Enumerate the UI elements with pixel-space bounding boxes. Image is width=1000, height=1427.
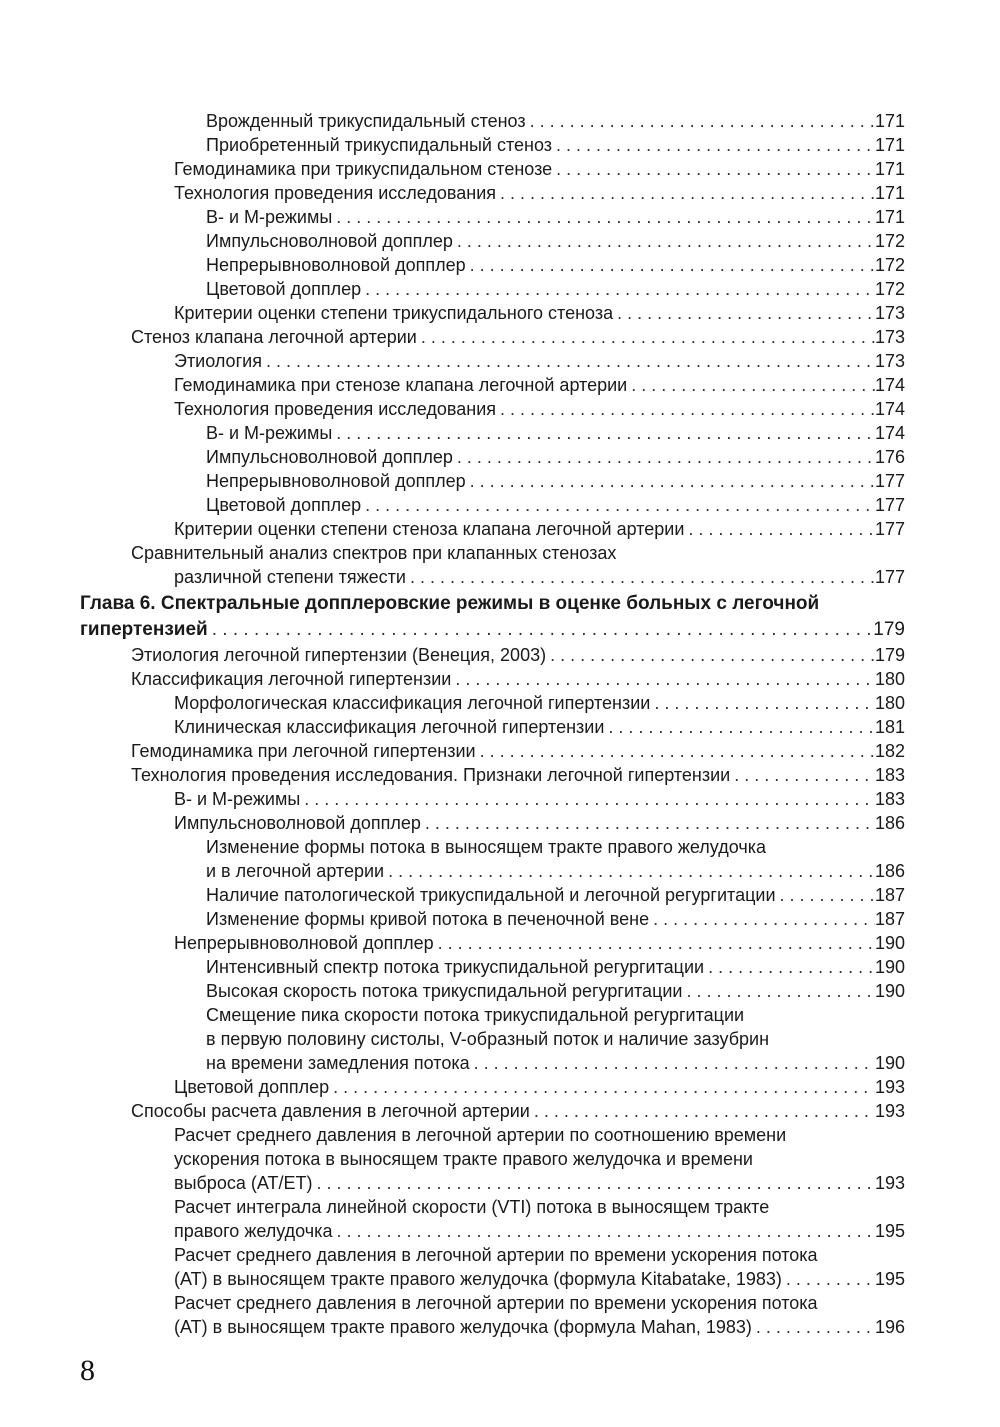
toc-page-number: 172: [874, 255, 905, 275]
toc-entry-text: Расчет интеграла линейной скорости (VTI) потока в выносящем тракте: [174, 1197, 770, 1217]
toc-entry: [80, 493, 905, 517]
toc-entry: [80, 1075, 905, 1099]
toc-entry-text: Непрерывноволновой допплер: [174, 933, 434, 953]
toc-entry-line: [206, 445, 905, 469]
toc-entry-line: [174, 181, 905, 205]
toc-page-number: 187: [874, 885, 905, 905]
toc-page-number: 177: [874, 471, 905, 491]
toc-entry-text: В- и М-режимы: [206, 207, 333, 227]
toc-entry-text: Стеноз клапана легочной артерии: [131, 327, 417, 347]
toc-entry-line: [206, 955, 905, 979]
dot-leader: [683, 979, 875, 1003]
toc-page-number: 183: [874, 789, 905, 809]
toc-page-number: 171: [874, 135, 905, 155]
toc-entry-line: [174, 349, 905, 373]
toc-page-number: 171: [874, 159, 905, 179]
dot-leader: [451, 667, 875, 691]
toc-entry-text: Импульсноволновой допплер: [206, 447, 453, 467]
toc-entry-line: [174, 691, 905, 715]
toc-entry: [80, 397, 905, 421]
toc-page-number: 187: [874, 909, 905, 929]
toc-entry-text: Критерии оценки степени трикуспидального стеноза: [174, 303, 614, 323]
toc-entry-line: [174, 1171, 905, 1195]
dot-leader: [684, 517, 875, 541]
toc-entry-line: [206, 859, 905, 883]
toc-entry-line: [131, 1099, 905, 1123]
toc-entry-text: Изменение формы потока в выносящем тракте правого желудочка: [206, 837, 766, 857]
toc-entry-text: Цветовой допплер: [206, 279, 362, 299]
toc-entry-line: [206, 1051, 905, 1075]
toc-entry-text: Классификация легочной гипертензии: [131, 669, 452, 689]
dot-leader: [476, 739, 875, 763]
toc-entry-text: правого желудочка: [174, 1221, 333, 1241]
dot-leader: [650, 691, 875, 715]
toc-entry-text: Цветовой допплер: [174, 1077, 330, 1097]
toc-page-number: 179: [874, 645, 905, 665]
toc-page-number: 171: [874, 183, 905, 203]
toc-entry-line: [206, 979, 905, 1003]
toc-entry-line: [131, 643, 905, 667]
dot-leader: [453, 229, 875, 253]
toc-entry-text: Импульсноволновой допплер: [206, 231, 453, 251]
dot-leader: [466, 253, 875, 277]
toc-entry-text: и в легочной артерии: [206, 861, 385, 881]
toc-page-number: 190: [874, 933, 905, 953]
toc-entry-text: Непрерывноволновой допплер: [206, 471, 466, 491]
toc-page-number: 181: [874, 717, 905, 737]
toc-entry-text: Врожденный трикуспидальный стеноз: [206, 111, 526, 131]
dot-leader: [604, 715, 875, 739]
dot-leader: [361, 277, 875, 301]
toc-entry: [80, 643, 905, 667]
toc-page-number: 177: [874, 567, 905, 587]
dot-leader: [453, 445, 875, 469]
toc-entry-line: [206, 469, 905, 493]
toc-entry-text: Этиология легочной гипертензии (Венеция, 2003): [131, 645, 547, 665]
toc-entry: [80, 667, 905, 691]
toc-entry: [80, 253, 905, 277]
dot-leader: [552, 157, 875, 181]
toc-entry: [80, 835, 905, 883]
toc-entry-line: [131, 667, 905, 691]
dot-leader: [417, 325, 875, 349]
dot-leader: [434, 931, 875, 955]
toc-entry-line: [131, 325, 905, 349]
toc-entry-text: Сравнительный анализ спектров при клапанных стенозах: [131, 543, 617, 563]
toc-page-number: 190: [874, 1053, 905, 1073]
toc-entry-text: Технология проведения исследования: [174, 399, 497, 419]
toc-entry: [80, 811, 905, 835]
toc-page-number: 176: [874, 447, 905, 467]
dot-leader: [384, 859, 875, 883]
toc-entry: [80, 181, 905, 205]
toc-entry-text: Способы расчета давления в легочной артерии: [131, 1101, 530, 1121]
toc-entry-text: Расчет среднего давления в легочной артерии по времени ускорения потока: [174, 1245, 818, 1265]
toc-entry: [80, 1291, 905, 1339]
toc-entry-text: Критерии оценки степени стеноза клапана легочной артерии: [174, 519, 685, 539]
toc-entry: [80, 763, 905, 787]
dot-leader: [313, 1171, 875, 1195]
toc-entry-line: [206, 493, 905, 517]
toc-entry-line: [206, 421, 905, 445]
toc-entry-text: Изменение формы кривой потока в печеночной вене: [206, 909, 650, 929]
toc-entry: [80, 157, 905, 181]
toc-entry-line: [206, 907, 905, 931]
dot-leader: [552, 133, 875, 157]
toc-page-number: 171: [874, 207, 905, 227]
toc-entry: [80, 979, 905, 1003]
toc-page-number: 173: [874, 303, 905, 323]
toc-entry-text: Непрерывноволновой допплер: [206, 255, 466, 275]
toc-page-number: 177: [874, 495, 905, 515]
toc-entry-line: [174, 787, 905, 811]
toc-page-number: 173: [874, 351, 905, 371]
dot-leader: [704, 955, 875, 979]
dot-leader: [496, 397, 875, 421]
toc-page-number: 180: [874, 693, 905, 713]
toc-page-number: 193: [874, 1101, 905, 1121]
toc-entry-text: Приобретенный трикуспидальный стеноз: [206, 135, 553, 155]
dot-leader: [421, 811, 875, 835]
toc-entry-text: Гемодинамика при трикуспидальном стенозе: [174, 159, 553, 179]
dot-leader: [627, 373, 875, 397]
toc-page-number: 182: [874, 741, 905, 761]
toc-page-number: 171: [874, 111, 905, 131]
toc-page-number: 173: [874, 327, 905, 347]
toc-entry-text: Цветовой допплер: [206, 495, 362, 515]
toc-entry: [80, 205, 905, 229]
dot-leader: [332, 421, 875, 445]
toc-page-number: 183: [874, 765, 905, 785]
toc-page-number: 172: [874, 279, 905, 299]
toc-page-number: 180: [874, 669, 905, 689]
toc-chapter-entry: [80, 591, 905, 643]
toc-page-number: 190: [874, 981, 905, 1001]
toc-entry: [80, 1003, 905, 1075]
toc-entry: [80, 517, 905, 541]
toc-entry: [80, 373, 905, 397]
toc-entry-text: гипертензией: [80, 619, 208, 640]
toc-entry: [80, 739, 905, 763]
toc-entry-line: [174, 157, 905, 181]
toc-entry: [80, 109, 905, 133]
toc-entry: [80, 277, 905, 301]
toc-entry-text: Гемодинамика при стенозе клапана легочной артерии: [174, 375, 628, 395]
toc-entry: [80, 325, 905, 349]
toc-entry: [80, 931, 905, 955]
dot-leader: [470, 1051, 875, 1075]
toc-entry-line: [206, 277, 905, 301]
dot-leader: [782, 1267, 875, 1291]
toc-entry: [80, 229, 905, 253]
dot-leader: [649, 907, 875, 931]
dot-leader: [613, 301, 875, 325]
toc-entry-line: [174, 1267, 905, 1291]
toc-entry: [80, 1243, 905, 1291]
dot-leader: [329, 1075, 875, 1099]
toc-page-number: 196: [874, 1317, 905, 1337]
toc-entry-text: В- и М-режимы: [174, 789, 301, 809]
toc-entry: [80, 541, 905, 589]
toc-entry: [80, 715, 905, 739]
toc-entry-text: В- и М-режимы: [206, 423, 333, 443]
toc-entry-line: [174, 517, 905, 541]
toc-entry: [80, 787, 905, 811]
toc-page-number: 174: [874, 375, 905, 395]
toc-page-number: 193: [874, 1173, 905, 1193]
toc-entry-line: [206, 109, 905, 133]
toc-entry-text: Гемодинамика при легочной гипертензии: [131, 741, 476, 761]
dot-leader: [776, 883, 875, 907]
toc-entry: [80, 301, 905, 325]
toc-entry-text: выброса (AT/ET): [174, 1173, 313, 1193]
toc-entry-text: Расчет среднего давления в легочной артерии по времени ускорения потока: [174, 1293, 818, 1313]
dot-leader: [526, 109, 875, 133]
toc-entry: [80, 955, 905, 979]
toc-entry-line: [174, 1315, 905, 1339]
toc-entry-text: Клиническая классификация легочной гипертензии: [174, 717, 605, 737]
toc-page-number: 193: [874, 1077, 905, 1097]
toc-entry-line: [174, 397, 905, 421]
toc-entry-text: различной степени тяжести: [174, 567, 406, 587]
toc-entry: [80, 133, 905, 157]
toc-page-number: 174: [874, 399, 905, 419]
toc-entry-text: Технология проведения исследования: [174, 183, 497, 203]
toc-entry: [80, 883, 905, 907]
toc-entry-text: Глава 6. Спектральные допплеровские режимы в оценке больных с легочной: [80, 593, 820, 614]
toc-entry-text: на времени замедления потока: [206, 1053, 470, 1073]
page-number: 8: [80, 1354, 95, 1387]
toc-entry: [80, 691, 905, 715]
toc-page-number: 179: [873, 619, 905, 640]
toc-entry-text: Расчет среднего давления в легочной артерии по соотношению времени: [174, 1125, 787, 1145]
toc-entry-text: Импульсноволновой допплер: [174, 813, 421, 833]
toc-entry-line: [174, 373, 905, 397]
table-of-contents: [80, 109, 905, 1339]
dot-leader: [332, 205, 875, 229]
dot-leader: [752, 1315, 875, 1339]
toc-entry-line: [131, 739, 905, 763]
toc-entry-text: Высокая скорость потока трикуспидальной регургитации: [206, 981, 683, 1001]
toc-page-number: 195: [874, 1269, 905, 1289]
toc-entry-line: [174, 811, 905, 835]
dot-leader: [332, 1219, 874, 1243]
toc-entry-line: [206, 133, 905, 157]
dot-leader: [208, 617, 874, 643]
toc-entry-line: [174, 931, 905, 955]
toc-page-number: 190: [874, 957, 905, 977]
toc-entry: [80, 445, 905, 469]
toc-entry-line: [206, 205, 905, 229]
toc-entry: [80, 349, 905, 373]
toc-page-number: 174: [874, 423, 905, 443]
toc-entry-text: Морфологическая классификация легочной гипертензии: [174, 693, 651, 713]
toc-entry-line: [131, 763, 905, 787]
toc-entry-text: Этиология: [174, 351, 262, 371]
toc-page-number: 172: [874, 231, 905, 251]
toc-entry: [80, 907, 905, 931]
dot-leader: [730, 763, 875, 787]
toc-entry-line: [174, 1075, 905, 1099]
toc-entry-line: [174, 301, 905, 325]
toc-page-number: 195: [874, 1221, 905, 1241]
toc-entry-line: [174, 715, 905, 739]
toc-entry-line: [206, 883, 905, 907]
dot-leader: [406, 565, 875, 589]
toc-entry-line: [206, 253, 905, 277]
dot-leader: [496, 181, 875, 205]
toc-entry-text: (AT) в выносящем тракте правого желудочка (формула Mahan, 1983): [174, 1317, 752, 1337]
toc-entry: [80, 469, 905, 493]
dot-leader: [262, 349, 875, 373]
toc-page-number: 186: [874, 861, 905, 881]
toc-entry-line: [174, 1219, 905, 1243]
toc-entry: [80, 1195, 905, 1243]
toc-entry-line: [80, 617, 905, 643]
dot-leader: [530, 1099, 875, 1123]
toc-entry: [80, 421, 905, 445]
toc-entry-text: в первую половину систолы, V-образный поток и наличие зазубрин: [206, 1029, 770, 1049]
toc-entry-line: [206, 229, 905, 253]
dot-leader: [361, 493, 875, 517]
dot-leader: [300, 787, 875, 811]
toc-entry-line: [131, 565, 905, 589]
dot-leader: [466, 469, 875, 493]
toc-entry: [80, 1123, 905, 1195]
toc-page-number: 186: [874, 813, 905, 833]
toc-entry-text: (AT) в выносящем тракте правого желудочка (формула Kitabatake, 1983): [174, 1269, 782, 1289]
toc-entry-text: ускорения потока в выносящем тракте правого желудочка и времени: [174, 1149, 753, 1169]
toc-page-number: 177: [874, 519, 905, 539]
toc-entry: [80, 1099, 905, 1123]
toc-entry-text: Интенсивный спектр потока трикуспидальной регургитации: [206, 957, 705, 977]
dot-leader: [546, 643, 875, 667]
toc-entry-text: Технология проведения исследования. Признаки легочной гипертензии: [131, 765, 731, 785]
toc-entry-text: Смещение пика скорости потока трикуспидальной регургитации: [206, 1005, 745, 1025]
toc-entry-text: Наличие патологической трикуспидальной и легочной регургитации: [206, 885, 776, 905]
